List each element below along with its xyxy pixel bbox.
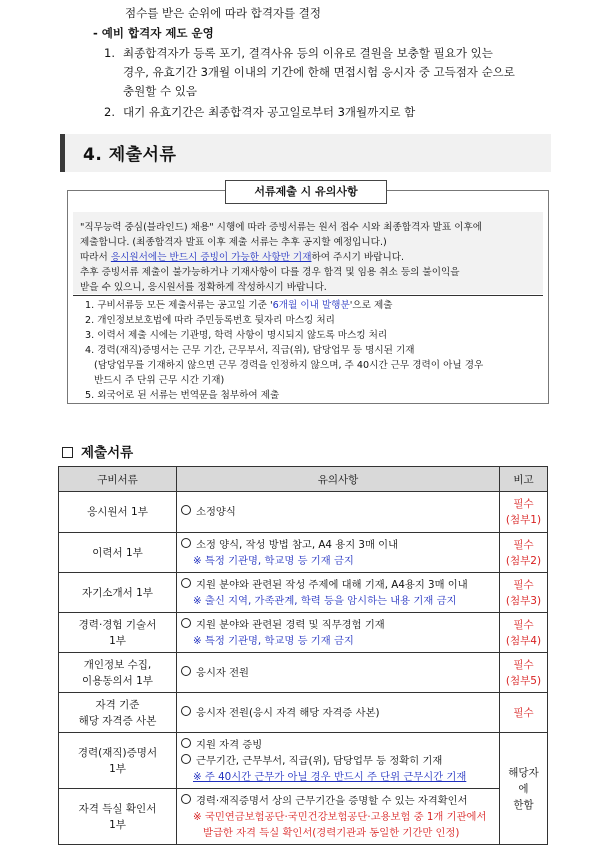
notice-item-3: 3. 이력서 제출 시에는 기관명, 학력 사항이 명시되지 않도록 마스킹 처리 bbox=[85, 330, 388, 341]
notice-divider bbox=[73, 295, 543, 296]
table-row bbox=[59, 492, 548, 533]
note-warning-line2: 발급한 자격 득실 확인서(경력기관과 동일한 기간만 인정) bbox=[203, 826, 460, 839]
header-remarks: 비고 bbox=[500, 467, 548, 492]
note-line: 지원 분야와 관련된 작성 주제에 대해 기재, A4용지 3매 이내 bbox=[196, 578, 468, 591]
remark-line1: 해당자에 bbox=[508, 766, 539, 795]
reserve-item-1-num: 1. bbox=[104, 46, 115, 60]
circle-bullet-icon bbox=[181, 578, 191, 588]
circle-bullet-icon bbox=[181, 666, 191, 676]
required-label: 필수 bbox=[513, 498, 534, 510]
notice-item-1 bbox=[85, 298, 392, 313]
doc-name: 자기소개서 1부 bbox=[59, 573, 177, 613]
note-line: 응시자 전원(응시 자격 해당 자격증 사본) bbox=[196, 706, 380, 719]
reserve-item-1-line-3: 충원할 수 있음 bbox=[123, 84, 197, 98]
notice-item-1-pre: 1. 구비서류등 모든 제출서류는 공고일 기준 ' bbox=[85, 300, 273, 311]
attachment-label: (첨부4) bbox=[505, 634, 542, 647]
attachment-label: (첨부2) bbox=[505, 554, 542, 567]
table-row bbox=[59, 693, 548, 733]
doc-name-line2: 1부 bbox=[109, 818, 126, 831]
note-warning: ※ 특정 기관명, 학교명 등 기재 금지 bbox=[193, 554, 354, 567]
doc-notes bbox=[177, 789, 500, 845]
notice-item-2: 2. 개인정보보호법에 따라 주민등록번호 뒷자리 마스킹 처리 bbox=[85, 315, 335, 326]
docs-heading bbox=[62, 441, 133, 461]
circle-bullet-icon bbox=[181, 794, 191, 804]
doc-name-line1: 자격 득실 확인서 bbox=[78, 802, 157, 815]
doc-remark bbox=[500, 693, 548, 733]
doc-notes bbox=[177, 733, 500, 789]
circle-bullet-icon bbox=[181, 706, 191, 716]
notice-highlight-text: 응시원서에는 반드시 증빙이 가능한 사항만 기재 bbox=[110, 252, 312, 263]
doc-remark bbox=[500, 573, 548, 613]
table-row bbox=[59, 613, 548, 653]
table-row bbox=[59, 653, 548, 693]
notice-para2-line2: 받을 수 있으니, 응시원서를 정확하게 작성하시기 바랍니다. bbox=[80, 282, 327, 293]
circle-bullet-icon bbox=[181, 538, 191, 548]
section-title: 4. 제출서류 bbox=[83, 145, 177, 165]
notice-item-5: 5. 외국어로 된 서류는 번역문을 첨부하여 제출 bbox=[85, 390, 280, 401]
notice-para1-line2: 제출합니다. (최종합격자 발표 이후 제출 서류는 추후 공지할 예정입니다.) bbox=[80, 237, 387, 248]
note-line: 지원 자격 증빙 bbox=[196, 738, 263, 751]
required-label: 필수 bbox=[513, 658, 534, 671]
doc-notes bbox=[177, 573, 500, 613]
notice-item-1-highlight: 6개월 이내 발행분 bbox=[272, 300, 350, 311]
notice-para1-line3-pre: 따라서 bbox=[80, 252, 111, 263]
doc-remark bbox=[500, 533, 548, 573]
notice-para2-line1: 추후 증빙서류 제출이 불가능하거나 기재사항이 다를 경우 합격 및 임용 취소 등의 불이익을 bbox=[80, 267, 460, 278]
circle-bullet-icon bbox=[181, 738, 191, 748]
attachment-label: (첨부1) bbox=[505, 514, 542, 526]
notice-item-4-line2: (담당업무를 기재하지 않으면 근무 경력을 인정하지 않으며, 주 40시간 근무 경력이 아닐 경우 bbox=[94, 360, 484, 371]
reserve-item-2-line-1: 대기 유효기간은 최종합격자 공고일로부터 3개월까지로 함 bbox=[123, 105, 416, 119]
doc-notes bbox=[177, 613, 500, 653]
intro-continuation: 점수를 받은 순위에 따라 합격자를 결정 bbox=[125, 6, 322, 20]
note-warning: ※ 국민연금보험공단·국민건강보험공단·고용보험 중 1개 기관에서 bbox=[193, 810, 487, 823]
doc-name: 이력서 1부 bbox=[59, 533, 177, 573]
notice-item-1-post: '으로 제출 bbox=[349, 300, 393, 311]
doc-name-line1: 개인정보 수집, bbox=[83, 658, 152, 671]
remark-line2: 한함 bbox=[513, 798, 534, 811]
notice-tab-label: 서류제출 시 유의사항 bbox=[225, 180, 387, 204]
section-heading bbox=[60, 134, 551, 172]
doc-name-line2: 1부 bbox=[109, 634, 126, 647]
reserve-item-1-line-2: 경우, 유효기간 3개월 이내의 기간에 한해 면접시험 응시자 중 고득점자 순으로 bbox=[123, 65, 515, 79]
doc-name-line1: 경력·경험 기술서 bbox=[78, 618, 157, 631]
notice-item-4-line3: 반드시 주 단위 근무 시간 기재) bbox=[94, 375, 225, 386]
doc-remark bbox=[500, 613, 548, 653]
notice-para1-line1: "직무능력 중심(블라인드) 채용" 시행에 따라 증빙서류는 원서 접수 시와 최종합격자 발표 이후에 bbox=[80, 222, 483, 233]
note-line: 소정 양식, 작성 방법 참고, A4 용지 3매 이내 bbox=[196, 538, 399, 551]
doc-name bbox=[59, 789, 177, 845]
header-notes: 유의사항 bbox=[177, 467, 500, 492]
required-label: 필수 bbox=[513, 618, 534, 631]
doc-name-line1: 경력(재직)증명서 bbox=[77, 746, 158, 759]
note-warning: ※ 주 40시간 근무가 아닐 경우 반드시 주 단위 근무시간 기재 bbox=[193, 770, 467, 783]
reserve-item-2-num: 2. bbox=[104, 105, 115, 119]
doc-name bbox=[59, 733, 177, 789]
notice-para1-line3 bbox=[80, 250, 404, 265]
doc-name: 응시원서 1부 bbox=[59, 492, 177, 533]
doc-remark-shared bbox=[500, 733, 548, 845]
square-bullet-icon bbox=[62, 447, 73, 458]
notice-para1-line3-post: 하여 주시기 바랍니다. bbox=[311, 252, 405, 263]
required-label: 필수 bbox=[513, 706, 534, 719]
doc-name bbox=[59, 613, 177, 653]
attachment-label: (첨부5) bbox=[505, 674, 542, 687]
doc-remark bbox=[500, 492, 548, 533]
doc-notes bbox=[177, 533, 500, 573]
doc-remark bbox=[500, 653, 548, 693]
note-line: 경력·재직증명서 상의 근무기간을 증명할 수 있는 자격확인서 bbox=[196, 794, 468, 807]
doc-name-line2: 해당 자격증 사본 bbox=[78, 714, 157, 727]
table-row bbox=[59, 533, 548, 573]
doc-name-line2: 1부 bbox=[109, 762, 126, 775]
required-label: 필수 bbox=[513, 578, 534, 591]
notice-item-4-line1: 4. 경력(재직)증명서는 근무 기간, 근무부서, 직급(위), 담당업무 등 명시된 기재 bbox=[85, 345, 415, 356]
attachment-label: (첨부3) bbox=[505, 594, 542, 607]
note-line: 지원 분야와 관련된 경력 및 직무경험 기재 bbox=[196, 618, 385, 631]
required-label: 필수 bbox=[513, 538, 534, 551]
docs-heading-text: 제출서류 bbox=[81, 445, 134, 461]
note-warning: ※ 특정 기관명, 학교명 등 기재 금지 bbox=[193, 634, 354, 647]
doc-notes bbox=[177, 693, 500, 733]
header-doc-type: 구비서류 bbox=[59, 467, 177, 492]
note-line: 소정양식 bbox=[196, 506, 236, 518]
circle-bullet-icon bbox=[181, 505, 191, 515]
doc-notes bbox=[177, 653, 500, 693]
doc-name-line1: 자격 기준 bbox=[95, 698, 140, 711]
circle-bullet-icon bbox=[181, 754, 191, 764]
doc-name bbox=[59, 653, 177, 693]
table-row bbox=[59, 733, 548, 789]
circle-bullet-icon bbox=[181, 618, 191, 628]
documents-table bbox=[58, 466, 548, 845]
doc-name bbox=[59, 693, 177, 733]
table-row bbox=[59, 573, 548, 613]
note-line: 응시자 전원 bbox=[196, 666, 250, 679]
reserve-item-1-line-1: 최종합격자가 등록 포기, 결격사유 등의 이유로 결원을 보충할 필요가 있는 bbox=[123, 46, 493, 60]
reserve-heading: - 예비 합격자 제도 운영 bbox=[93, 26, 214, 40]
doc-notes bbox=[177, 492, 500, 533]
doc-name-line2: 이용동의서 1부 bbox=[82, 674, 153, 687]
table-header-row bbox=[59, 467, 548, 492]
table-row bbox=[59, 789, 548, 845]
note-line: 근무기간, 근무부서, 직급(위), 담당업무 등 정확히 기재 bbox=[196, 754, 443, 767]
note-warning: ※ 출신 지역, 가족관계, 학력 등을 암시하는 내용 기재 금지 bbox=[193, 594, 457, 607]
